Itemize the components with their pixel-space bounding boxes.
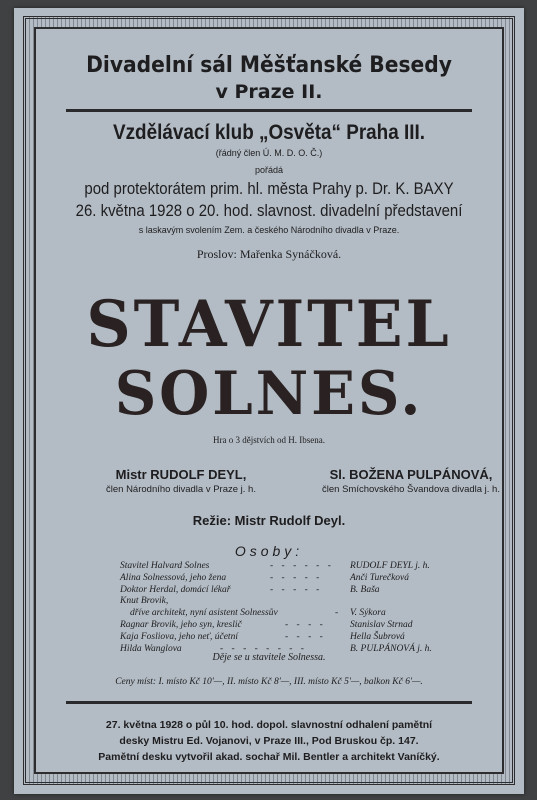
cast-actor: Hella Šubrová: [350, 631, 405, 642]
cast-dots: - - - -: [285, 631, 326, 642]
cast-dots: - - - - - - - -: [220, 643, 307, 654]
organizer-membership: (řádný člen Ú. M. D. O. Č.): [215, 148, 323, 158]
unveiling-note-line1: 27. května 1928 o půl 10. hod. dopol. slavnostní odhalení pamětní: [105, 719, 433, 731]
unveiling-note-line3: Pamětní desku vytvořil akad. sochař Mil. Bentler a architekt Vaníčký.: [98, 751, 440, 763]
cast-dots: - - - - -: [270, 572, 323, 583]
play-title-line2: SOLNES.: [114, 359, 424, 429]
cast-heading: Osoby:: [234, 543, 304, 559]
cast-role: dříve architekt, nyní asistent Solnessův: [130, 608, 278, 619]
cast-dots: - - - - -: [270, 584, 323, 595]
poster-sheet: [14, 8, 524, 794]
speech-credit: Proslov: Mařenka Synáčková.: [196, 247, 342, 261]
lead-actor-role: člen Smíchovského Švandova divadla j. h.: [322, 484, 500, 495]
cast-actor: B. Baša: [350, 584, 380, 595]
director-credit: Režie: Mistr Rudolf Deyl.: [192, 513, 346, 528]
cast-dots: -: [335, 608, 342, 619]
lead-actor-role: člen Národního divadla v Praze j. h.: [106, 484, 256, 495]
cast-row: [120, 573, 470, 585]
cast-list: [120, 561, 470, 655]
unveiling-note-line2: desky Mistru Ed. Vojanovi, v Praze III., Pod Bruskou čp. 147.: [119, 735, 419, 747]
venue-city: v Praze II.: [215, 81, 323, 103]
cast-role: Hilda Wanglova: [120, 643, 182, 654]
play-author: Hra o 3 dějstvích od H. Ibsena.: [213, 435, 325, 445]
divider: [66, 701, 472, 704]
lead-actor-name: Sl. BOŽENA PULPÁNOVÁ,: [329, 467, 493, 482]
lead-actor-name: Mistr RUDOLF DEYL,: [115, 467, 247, 482]
venue-title: Divadelní sál Měšťanské Besedy: [86, 53, 452, 78]
scene-note: Děje se u stavitele Solnessa.: [212, 652, 326, 663]
cast-row: [120, 620, 470, 632]
cast-role: Kaja Fosliova, jeho neť, účetní: [120, 631, 238, 642]
decorative-border: [23, 16, 515, 785]
play-title-line1: STAVITEL: [86, 287, 452, 362]
ticket-prices: Ceny míst: I. místo Kč 10'—, II. místo Kč 8'—, III. místo Kč 5'—, balkon Kč 6'—.: [115, 677, 423, 687]
cast-row: [120, 585, 470, 597]
permission-note: s laskavým svolením Zem. a českého Národního divadla v Praze.: [138, 225, 400, 235]
cast-role: Doktor Herdal, domácí lékař: [120, 584, 231, 595]
performance-date: 26. května 1928 o 20. hod. slavnost. divadelní představení: [75, 201, 463, 220]
presents-text: pořádá: [254, 165, 284, 175]
cast-role: Alina Solnessová, jeho žena: [120, 572, 227, 583]
lead-actor-pulpanova: [286, 467, 536, 495]
cast-actor: Stanislav Strnad: [350, 619, 413, 630]
poster-content: [34, 27, 504, 774]
cast-actor: B. PULPÁNOVÁ j. h.: [350, 643, 432, 654]
cast-role: Stavitel Halvard Solnes: [120, 561, 210, 571]
cast-role: Knut Brovik,: [120, 596, 169, 607]
organizer-club: Vzdělávací klub „Osvěta“ Praha III.: [113, 121, 425, 144]
cast-row: [120, 596, 470, 608]
patron-line: pod protektorátem prim. hl. města Prahy p. Dr. K. BAXY: [84, 179, 454, 198]
cast-dots: - - - -: [285, 619, 326, 630]
cast-row: [120, 561, 470, 573]
cast-dots: - - - - - -: [270, 561, 334, 571]
cast-actor: V. Sýkora: [350, 608, 386, 619]
lead-actor-deyl: [66, 467, 296, 495]
cast-actor: RUDOLF DEYL j. h.: [350, 561, 430, 571]
cast-row: [120, 632, 470, 644]
cast-actor: Anči Turečková: [350, 572, 410, 583]
cast-row: [120, 608, 470, 620]
cast-role: Ragnar Brovik, jeho syn, kreslič: [120, 619, 242, 630]
divider: [66, 109, 472, 112]
